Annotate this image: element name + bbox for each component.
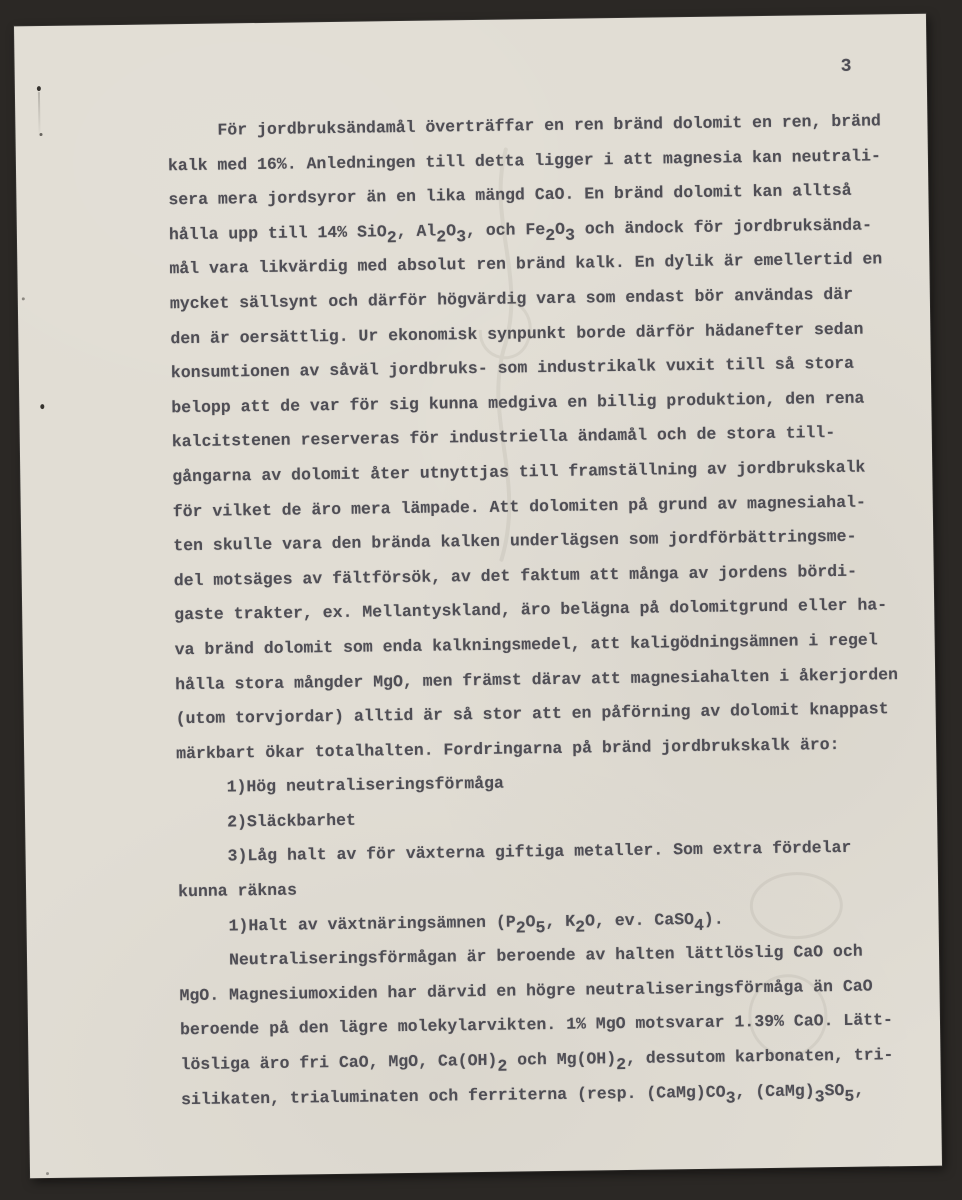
text-segment: Neutraliseringsförmågan är beroende av halten lättlöslig CaO och <box>228 941 863 970</box>
text-segment: 1)Hög neutraliseringsförmåga <box>226 773 505 797</box>
scratch-mark <box>38 92 41 138</box>
text-segment: gaste trakter, ex. Mellantyskland, äro belägna på dolomitgrund eller ha- <box>174 595 888 625</box>
page-number: 3 <box>840 56 852 77</box>
subscript: 3 <box>814 1087 825 1107</box>
text-segment: , dessutom karbonaten, tri- <box>625 1045 894 1069</box>
text-segment: lösliga äro fri CaO, MgO, Ca(OH) <box>180 1050 498 1075</box>
text-segment: konsumtionen av såväl jordbruks- som industrikalk vuxit till så stora <box>170 353 855 383</box>
text-segment: 1)Halt av växtnäringsämnen (P <box>228 912 516 936</box>
subscript: 2 <box>575 917 586 937</box>
text-segment: och ändock för jordbruksända- <box>574 215 873 239</box>
subscript: 3 <box>725 1088 736 1108</box>
text-segment: ). <box>703 909 724 929</box>
text-segment: kalcitstenen reserveras för industriella ändamål och de stora till- <box>171 423 836 452</box>
subscript: 2 <box>436 227 447 247</box>
subscript: 2 <box>515 918 526 938</box>
text-segment: , K <box>545 911 576 931</box>
subscript: 5 <box>535 918 546 938</box>
subscript: 2 <box>616 1055 627 1075</box>
ink-speck <box>37 86 41 91</box>
text-segment: hålla upp till 14% SiO <box>168 222 387 245</box>
text-segment: (utom torvjordar) alltid är så stor att en påförning av dolomit knappast <box>175 699 889 729</box>
ink-speck <box>39 133 42 136</box>
text-segment: 2)Släckbarhet <box>226 810 356 832</box>
text-segment: För jordbruksändamål överträffar en ren bränd dolomit en ren, bränd <box>217 111 881 140</box>
text-segment: , och Fe <box>465 219 546 240</box>
text-segment: silikaten, trialuminaten och ferriterna (resp. (CaMg)CO <box>180 1082 726 1109</box>
text-segment: kunna räknas <box>177 880 298 902</box>
text-segment: O <box>525 911 536 932</box>
subscript: 3 <box>456 227 467 247</box>
text-segment: 3)Låg halt av för växterna giftiga metaller. Som extra fördelar <box>227 838 852 866</box>
subscript: 2 <box>497 1056 508 1077</box>
text-segment: MgO. Magnesiumoxiden har därvid en högre neutraliseringsförmåga än CaO <box>179 976 873 1006</box>
subscript: 5 <box>844 1086 855 1106</box>
text-segment: sera mera jordsyror än en lika mängd CaO. En bränd dolomit kan alltså <box>168 180 852 210</box>
text-segment: märkbart ökar totalhalten. Fordringarna på bränd jordbrukskalk äro: <box>176 734 840 763</box>
text-segment: , (CaMg) <box>735 1080 815 1102</box>
subscript: 4 <box>693 915 705 935</box>
subscript: 2 <box>545 225 556 246</box>
text-segment: mål vara likvärdig med absolut ren bränd kalk. En dylik är emellertid en <box>169 249 883 279</box>
text-segment: del motsäges av fältförsök, av det faktum att många av jordens bördi- <box>173 561 858 590</box>
subscript: 3 <box>564 225 576 245</box>
text-segment: beroende på den lägre molekylarvikten. 1% MgO motsvarar 1.39% CaO. Lätt- <box>179 1010 894 1040</box>
text-segment: O, ev. CaSO <box>584 909 695 931</box>
text-segment: , Al <box>396 221 437 241</box>
text-segment: va bränd dolomit som enda kalkningsmedel, att kaligödningsämnen i regel <box>174 630 878 660</box>
text-segment: kalk med 16%. Anledningen till detta ligger i att magnesia kan neutrali- <box>167 145 881 175</box>
subscript: 2 <box>386 228 397 248</box>
ink-speck <box>40 404 44 409</box>
text-segment: för vilket de äro mera lämpade. Att dolomiten på grund av magnesiahal- <box>172 492 866 521</box>
text-segment: ten skulle vara den brända kalken underlägsen som jordförbättringsme- <box>173 526 857 556</box>
text-segment: och Mg(OH) <box>507 1049 617 1070</box>
ink-speck <box>46 1172 49 1175</box>
text-segment: gångarna av dolomit åter utnyttjas till framställning av jordbrukskalk <box>172 457 866 487</box>
text-segment: O <box>446 221 457 241</box>
text-segment: hålla stora mångder MgO, men främst därav att magnesiahalten i åkerjorden <box>175 664 899 694</box>
ghost-mark <box>446 139 572 601</box>
text-segment: belopp att de var för sig kunna medgiva en billig produktion, den rena <box>171 388 865 418</box>
text-segment: SO <box>824 1080 845 1100</box>
text-segment: , <box>854 1080 865 1100</box>
text-segment: mycket sällsynt och därför högvärdig vara som endast bör användas där <box>169 284 854 314</box>
text-segment: den är oersättlig. Ur ekonomisk synpunkt borde därför hädanefter sedan <box>170 319 864 348</box>
document-page <box>14 14 942 1179</box>
ink-speck <box>22 297 25 300</box>
ghost-mark <box>726 845 869 1087</box>
text-segment: O <box>554 219 566 239</box>
